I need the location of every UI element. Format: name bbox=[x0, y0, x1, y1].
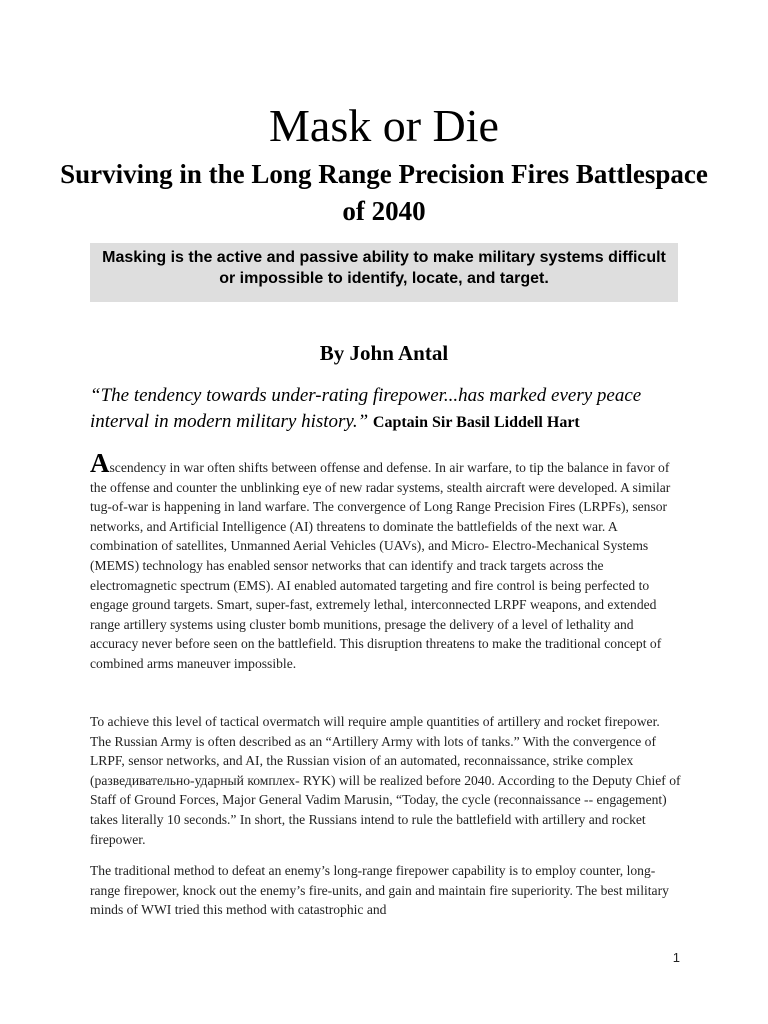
epigraph-attribution: Captain Sir Basil Liddell Hart bbox=[372, 414, 580, 431]
author-byline: By John Antal bbox=[319, 341, 449, 365]
epigraph-quote: “The tendency towards under-rating firepower...has marked every peace interval in modern military history.” bbox=[90, 385, 642, 432]
body-paragraph bbox=[90, 448, 682, 674]
body-paragraph bbox=[90, 861, 682, 920]
paragraph-text: To achieve this level of tactical overmatch will require ample quantities of artillery and rocket firepower. The Russian Army is often described as an “Artillery Army with lots of tanks.” With the convergence of LRPF, sensor networks, and AI, the Russian vision of an automated, reconnaissance, strike complex (разведивательно-ударный комплех- RYK) will be realized before 2040. According to the Deputy Chief of Staff of Ground Forces, Major General Vadim Marusin, “Today, the cycle (reconnaissance -- engagement) takes literally 10 seconds.” In short, the Russians intend to rule the battlefield with artillery and rocket firepower. bbox=[90, 714, 681, 847]
document-title: Mask or Die bbox=[269, 100, 499, 151]
paragraph-text: The traditional method to defeat an enemy’s long-range firepower capability is to employ counter, long-range firepower, knock out the enemy’s fire-units, and gain and maintain fire superiority. The best military minds of WWI tried this method with catastrophic and bbox=[90, 863, 669, 918]
epigraph bbox=[90, 383, 690, 436]
paragraph-text: scendency in war often shifts between offense and defense. In air warfare, to tip the balance in favor of the offense and counter the unblinking eye of new radar systems, stealth aircraft were developed. A similar tug-of-war is happening in land warfare. The convergence of Long Range Precision Fires (LRPFs), sensor networks, and Artificial Intelligence (AI) threatens to dominate the battlefields of the next war. A combination of satellites, Unmanned Aerial Vehicles (UAVs), and Micro- Electro-Mechanical Systems (MEMS) technology has enabled sensor networks that can identify and track targets across the electromagnetic spectrum (EMS). AI enabled automated targeting and fire control is being perfected to engage ground targets. Smart, super-fast, extremely lethal, interconnected LRPF weapons, and extended range artillery systems using cluster bomb munitions, presage the delivery of a level of lethality and accuracy never before seen on the battlefield. This disruption threatens to make the traditional concept of combined arms maneuver impossible. bbox=[90, 460, 671, 671]
body-paragraph bbox=[90, 712, 682, 849]
drop-cap: A bbox=[90, 448, 110, 478]
definition-callout: Masking is the active and passive ability to make military systems difficult or impossible to identify, locate, and target. bbox=[90, 243, 678, 302]
document-subtitle: Surviving in the Long Range Precision Fires Battlespace of 2040 bbox=[60, 159, 708, 226]
page-number: 1 bbox=[672, 950, 680, 965]
